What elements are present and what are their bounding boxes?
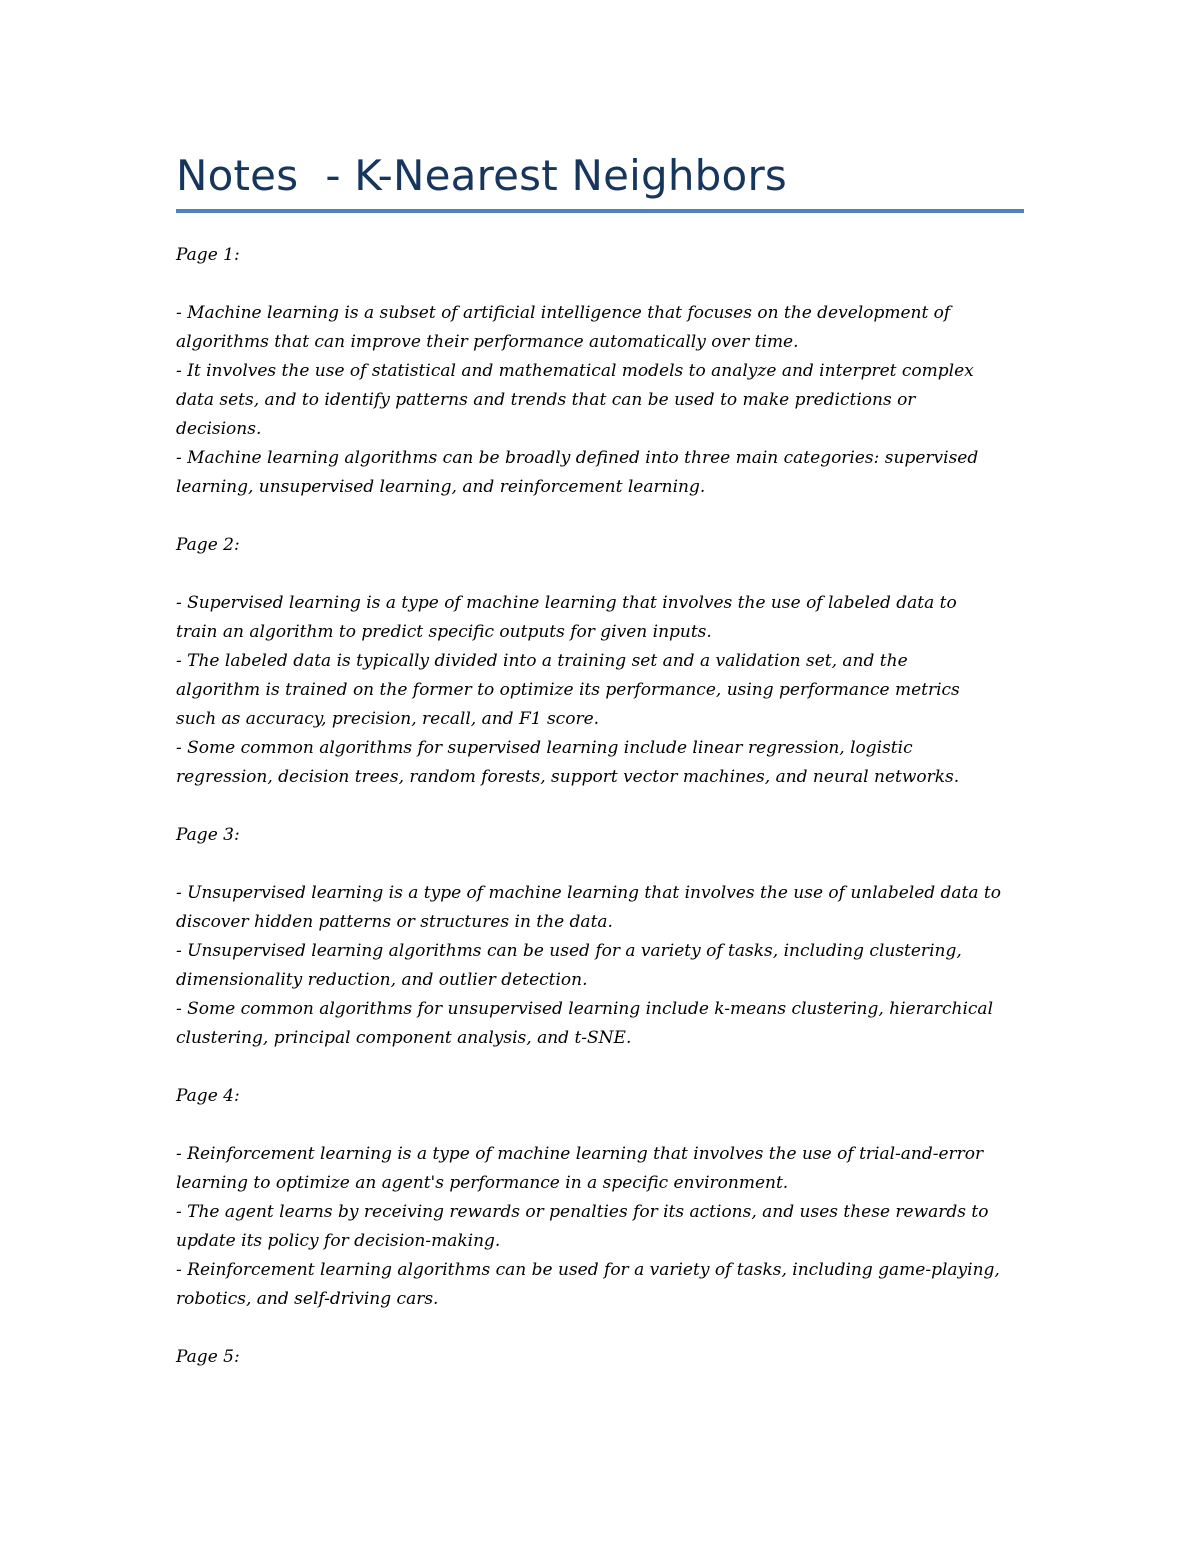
body-line: - Machine learning is a subset of artificial intelligence that focuses on the development of bbox=[176, 303, 951, 323]
blank-line bbox=[176, 850, 1036, 879]
body-line: - Reinforcement learning algorithms can be used for a variety of tasks, including game-playing, bbox=[176, 1260, 1000, 1280]
section-heading: Page 1: bbox=[176, 245, 240, 265]
blank-line bbox=[176, 1314, 1036, 1343]
body-line: clustering, principal component analysis, and t-SNE. bbox=[176, 1028, 632, 1048]
body-line: - The agent learns by receiving rewards or penalties for its actions, and uses these rewards to bbox=[176, 1202, 989, 1222]
blank-line bbox=[176, 560, 1036, 589]
document-body bbox=[176, 241, 1036, 1372]
document-title: Notes - K-Nearest Neighbors bbox=[176, 151, 787, 200]
body-line: decisions. bbox=[176, 419, 262, 439]
section-page-5 bbox=[176, 1343, 1036, 1372]
blank-line bbox=[176, 502, 1036, 531]
body-line: robotics, and self-driving cars. bbox=[176, 1289, 439, 1309]
body-line: learning to optimize an agent's performance in a specific environment. bbox=[176, 1173, 789, 1193]
body-line: - Machine learning algorithms can be broadly defined into three main categories: supervised bbox=[176, 448, 979, 468]
blank-line bbox=[176, 270, 1036, 299]
blank-line bbox=[176, 1111, 1036, 1140]
section-heading: Page 3: bbox=[176, 825, 240, 845]
body-line: - Unsupervised learning is a type of machine learning that involves the use of unlabeled data to bbox=[176, 883, 1001, 903]
section-heading: Page 2: bbox=[176, 535, 240, 555]
section-heading: Page 4: bbox=[176, 1086, 240, 1106]
body-line: regression, decision trees, random forests, support vector machines, and neural networks. bbox=[176, 767, 960, 787]
body-line: - The labeled data is typically divided into a training set and a validation set, and the bbox=[176, 651, 908, 671]
body-line: dimensionality reduction, and outlier detection. bbox=[176, 970, 588, 990]
section-page-3 bbox=[176, 821, 1036, 1082]
blank-line bbox=[176, 1053, 1036, 1082]
body-line: - Some common algorithms for supervised learning include linear regression, logistic bbox=[176, 738, 913, 758]
section-page-4 bbox=[176, 1082, 1036, 1343]
body-line: - Reinforcement learning is a type of machine learning that involves the use of trial-and-error bbox=[176, 1144, 984, 1164]
body-line: - Supervised learning is a type of machine learning that involves the use of labeled data to bbox=[176, 593, 957, 613]
body-line: update its policy for decision-making. bbox=[176, 1231, 501, 1251]
title-underline-rule bbox=[176, 209, 1024, 213]
section-page-1 bbox=[176, 241, 1036, 531]
body-line: - Unsupervised learning algorithms can be used for a variety of tasks, including clustering, bbox=[176, 941, 962, 961]
section-page-2 bbox=[176, 531, 1036, 821]
section-heading: Page 5: bbox=[176, 1347, 240, 1367]
body-line: - Some common algorithms for unsupervised learning include k-means clustering, hierarchical bbox=[176, 999, 994, 1019]
body-line: algorithm is trained on the former to optimize its performance, using performance metrics bbox=[176, 680, 960, 700]
body-line: train an algorithm to predict specific outputs for given inputs. bbox=[176, 622, 712, 642]
body-line: algorithms that can improve their performance automatically over time. bbox=[176, 332, 799, 352]
body-line: learning, unsupervised learning, and reinforcement learning. bbox=[176, 477, 706, 497]
blank-line bbox=[176, 792, 1036, 821]
body-line: data sets, and to identify patterns and trends that can be used to make predictions or bbox=[176, 390, 916, 410]
body-line: - It involves the use of statistical and mathematical models to analyze and interpret complex bbox=[176, 361, 974, 381]
body-line: discover hidden patterns or structures in the data. bbox=[176, 912, 613, 932]
body-line: such as accuracy, precision, recall, and F1 score. bbox=[176, 709, 600, 729]
